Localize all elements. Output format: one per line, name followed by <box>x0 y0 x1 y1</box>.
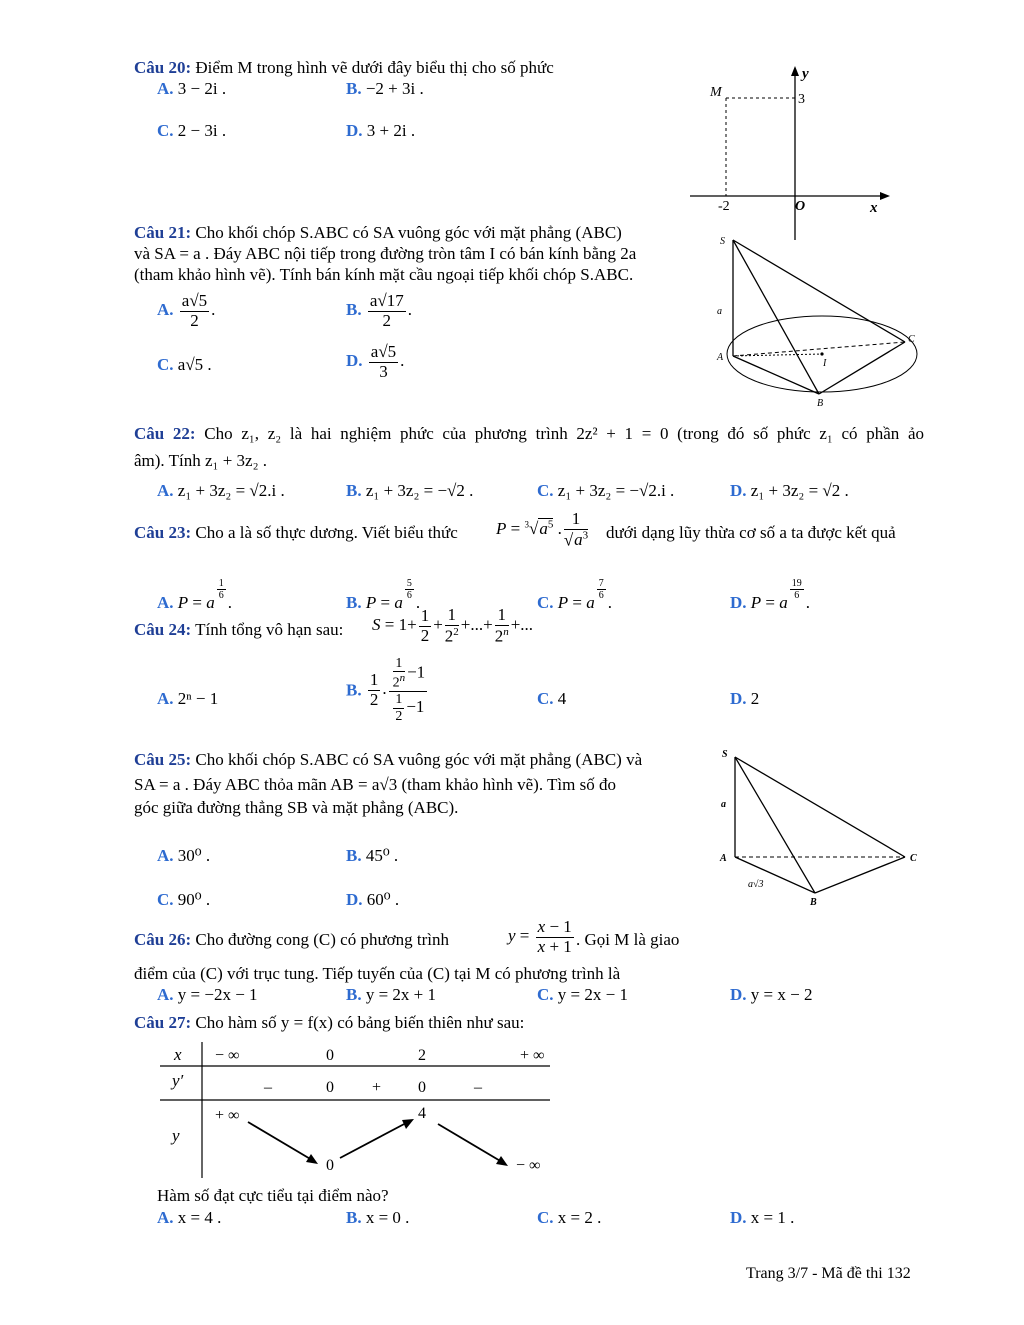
option-letter: A. <box>157 79 174 98</box>
x-value: − ∞ <box>215 1047 240 1064</box>
q27-stem <box>134 1013 524 1033</box>
option-text: z₁ + 3z₂ = −√2 . <box>365 481 474 500</box>
denominator: 2 <box>382 310 392 330</box>
label-s: S <box>720 236 725 247</box>
edge-bc <box>815 857 905 893</box>
option-letter: C. <box>537 689 554 708</box>
q22-line1 <box>134 424 924 444</box>
q23-fraction: $\frac{1}{√a^3}$ <box>563 509 589 550</box>
option-letter: A. <box>157 300 174 320</box>
q26-label: Câu 26: <box>134 930 192 949</box>
option-letter: B. <box>346 300 362 320</box>
option-text: x = 1 . <box>750 1208 795 1227</box>
arrowhead <box>402 1119 414 1129</box>
option-text: z₁ + 3z₂ = −√2.i . <box>557 481 675 500</box>
fraction <box>369 343 398 381</box>
q24-option-b[interactable]: B. $\frac{1}{2}$ . $\frac{1}{2^n}$ −1 $\frac{1}{2}$ −1 <box>346 656 426 724</box>
q23-expression: $P = ^3√a^5$ . $\frac{1}{√a^3}$ <box>496 509 589 550</box>
q22-label: Câu 22: <box>134 424 196 443</box>
edge-ac <box>733 342 905 356</box>
page-footer: Trang 3/7 - Mã đề thi 132 <box>746 1265 911 1282</box>
option-text: a√5 . <box>177 355 212 374</box>
q26-line2: điểm của (C) với trục tung. Tiếp tuyến của (C) tại M có phương trình là <box>134 964 621 983</box>
q20-stem <box>134 58 554 78</box>
numerator: a√17 <box>369 291 404 310</box>
q26-equation: y = $\frac{x - 1}{x + 1}$ <box>508 917 572 956</box>
q23-post: dưới dạng lũy thừa cơ số a ta được kết quả <box>606 523 896 542</box>
label-ab: a√3 <box>748 879 764 890</box>
option-letter: B. <box>346 481 362 500</box>
q21-line3: (tham khảo hình vẽ). Tính bán kính mặt cầu ngoại tiếp khối chóp S.ABC. <box>134 265 634 284</box>
q23-option-c[interactable]: C. P = a $\frac{7}{6}$ . <box>537 578 613 612</box>
q20-option-b[interactable] <box>346 79 424 99</box>
option-letter: C. <box>157 121 174 140</box>
point-m-label: M <box>710 85 722 100</box>
exp-num: 19 <box>791 578 802 589</box>
x-tick-label: -2 <box>718 199 730 214</box>
label-i: I <box>823 358 827 369</box>
option-letter: C. <box>537 593 554 612</box>
exp-num: 1 <box>218 578 224 589</box>
q23-option-b[interactable]: B. P = a $\frac{5}{6}$ . <box>346 578 421 612</box>
q25-line1 <box>134 750 642 770</box>
q20-option-a[interactable] <box>157 79 226 99</box>
y-value: 0 <box>326 1157 334 1174</box>
edge-sc <box>733 240 905 342</box>
q24-option-c[interactable] <box>537 689 566 709</box>
option-letter: C. <box>537 1208 554 1227</box>
q20-label: Câu 20: <box>134 58 192 77</box>
q20-option-d[interactable] <box>346 121 415 141</box>
center-point <box>820 352 823 355</box>
q27-option-d[interactable] <box>730 1208 794 1228</box>
option-text: 2ⁿ − 1 <box>177 689 219 708</box>
q20-option-c[interactable] <box>157 121 226 141</box>
label-s: S <box>722 749 728 760</box>
option-text: 45⁰ . <box>365 846 399 865</box>
option-letter: A. <box>157 846 174 865</box>
q25-option-b[interactable] <box>346 846 398 866</box>
option-text: y = 2x + 1 <box>365 985 437 1004</box>
edge-sb <box>735 757 815 893</box>
x-label: x <box>870 200 878 216</box>
q27-option-b[interactable] <box>346 1208 409 1228</box>
q24-option-a[interactable] <box>157 689 218 709</box>
q22-option-a[interactable] <box>157 481 285 501</box>
exp-num: 7 <box>598 578 604 589</box>
q21-line2: và SA = a . Đáy ABC nội tiếp trong đường tròn tâm I có bán kính bằng 2a <box>134 244 637 263</box>
option-text: x = 4 . <box>177 1208 222 1227</box>
option-letter: B. <box>346 846 362 865</box>
q23-label: Câu 23: <box>134 523 192 542</box>
origin-label: O <box>795 199 806 214</box>
q26-option-b[interactable] <box>346 985 436 1005</box>
x-axis-arrow <box>880 192 890 200</box>
option-text: 90⁰ . <box>177 890 211 909</box>
option-letter: D. <box>730 481 747 500</box>
q26-option-c[interactable] <box>537 985 628 1005</box>
radius <box>733 354 822 356</box>
option-text: 30⁰ . <box>177 846 211 865</box>
option-text: 3 + 2i . <box>366 121 416 140</box>
option-letter: D. <box>730 689 747 708</box>
q26-text-pre: Cho đường cong (C) có phương trình <box>195 930 450 949</box>
fraction <box>180 292 209 330</box>
q22-option-b[interactable] <box>346 481 473 501</box>
denominator: 3 <box>379 361 388 381</box>
option-text: x = 0 . <box>365 1208 410 1227</box>
option-letter: B. <box>346 680 362 700</box>
option-letter: D. <box>730 985 747 1004</box>
q27-option-a[interactable] <box>157 1208 221 1228</box>
x-value: + ∞ <box>520 1047 545 1064</box>
edge-sb <box>733 240 819 394</box>
label-a-side: a <box>717 306 722 317</box>
q26-option-d[interactable] <box>730 985 812 1005</box>
option-text: 2 <box>750 689 760 708</box>
q21-line1 <box>134 223 622 243</box>
q24-text: Tính tổng vô hạn sau: <box>195 620 344 639</box>
q22-line2: âm). Tính z₁ + 3z₂ . <box>134 451 268 470</box>
q26-line1 <box>134 930 449 950</box>
option-text: 3 − 2i . <box>177 79 227 98</box>
q27-question: Hàm số đạt cực tiểu tại điểm nào? <box>157 1186 389 1205</box>
q27-option-c[interactable] <box>537 1208 601 1228</box>
x-value: 2 <box>418 1047 426 1064</box>
q26-text-post: . Gọi M là giao <box>576 930 680 949</box>
option-text: z₁ + 3z₂ = √2.i . <box>177 481 285 500</box>
option-letter: D. <box>346 351 363 371</box>
label-a-side: a <box>721 799 726 810</box>
row-yp-label: y′ <box>172 1071 184 1090</box>
q25-option-d[interactable] <box>346 890 399 910</box>
edge-bc <box>819 342 905 394</box>
yp-sign: – <box>264 1079 272 1096</box>
option-letter: C. <box>537 481 554 500</box>
option-letter: B. <box>346 79 362 98</box>
option-text: 60⁰ . <box>366 890 400 909</box>
fraction <box>368 292 406 330</box>
option-letter: B. <box>346 593 362 612</box>
q21-option-b[interactable]: B. $\frac{a√17}{2}$ . <box>346 291 412 330</box>
option-text: −2 + 3i . <box>365 79 424 98</box>
option-text: 4 <box>557 689 567 708</box>
q23-pre: Cho a là số thực dương. Viết biểu thức <box>195 523 458 542</box>
q24-option-d[interactable] <box>730 689 759 709</box>
q26-option-a[interactable] <box>157 985 258 1005</box>
q23-option-d[interactable]: D. P = a $\frac{19}{6}$ . <box>730 578 811 612</box>
y-value: − ∞ <box>516 1157 541 1174</box>
option-letter: A. <box>157 985 174 1004</box>
exp-den: 6 <box>794 590 800 601</box>
q21-option-a[interactable]: A. $\frac{a√5}{2}$ . <box>157 291 216 330</box>
numerator: a√5 <box>370 342 397 361</box>
q20-text: Điểm M trong hình vẽ dưới đây biểu thị cho số phức <box>195 58 554 77</box>
option-letter: C. <box>537 985 554 1004</box>
q21-figure <box>705 232 925 412</box>
q27-label: Câu 27: <box>134 1013 192 1032</box>
q22-option-d[interactable] <box>730 481 849 501</box>
q27-variation-table <box>160 1040 560 1182</box>
edge-ab <box>735 857 815 893</box>
q25-label: Câu 25: <box>134 750 192 769</box>
exp-den: 6 <box>218 590 224 601</box>
option-text: y = x − 2 <box>750 985 813 1004</box>
label-b: B <box>817 398 824 409</box>
option-letter: D. <box>346 121 363 140</box>
y-value: 4 <box>418 1105 426 1122</box>
label-a: A <box>720 853 727 864</box>
y-label: y <box>802 66 809 82</box>
yp-sign: + <box>372 1079 382 1096</box>
numerator: a√5 <box>181 291 208 310</box>
option-letter: B. <box>346 985 362 1004</box>
q21-label: Câu 21: <box>134 223 192 242</box>
option-letter: A. <box>157 1208 174 1227</box>
q25-text1: Cho khối chóp S.ABC có SA vuông góc với mặt phẳng (ABC) và <box>195 750 643 769</box>
q25-option-c[interactable] <box>157 890 210 910</box>
y-value: + ∞ <box>215 1107 240 1124</box>
q21-text1: Cho khối chóp S.ABC có SA vuông góc với mặt phẳng (ABC) <box>195 223 622 242</box>
arrow-up <box>340 1122 408 1158</box>
yp-sign: – <box>474 1079 482 1096</box>
denominator: 2 <box>190 310 199 330</box>
yp-value: 0 <box>418 1079 426 1096</box>
q23-stem <box>134 523 458 543</box>
option-letter: A. <box>157 593 174 612</box>
q25-figure <box>712 745 932 910</box>
q21-option-d[interactable]: D. $\frac{a√5}{3}$ . <box>346 342 405 381</box>
exp-num: 5 <box>406 578 412 589</box>
label-a: A <box>717 352 724 363</box>
row-y-label: y <box>172 1126 180 1145</box>
arrow-down-2 <box>438 1124 502 1162</box>
x-value: 0 <box>326 1047 334 1064</box>
option-text: 2 − 3i . <box>177 121 227 140</box>
label-b: B <box>810 897 817 908</box>
q25-line2: SA = a . Đáy ABC thỏa mãn AB = a√3 (tham khảo hình vẽ). Tìm số đo <box>134 775 616 794</box>
arrowhead <box>496 1156 508 1166</box>
label-c: C <box>910 853 917 864</box>
option-text: z₁ + 3z₂ = √2 . <box>750 481 849 500</box>
q27-text: Cho hàm số y = f(x) có bảng biến thiên như sau: <box>195 1013 525 1032</box>
arrowhead <box>306 1154 318 1164</box>
edge-ab <box>733 356 819 394</box>
exp-den: 6 <box>598 590 604 601</box>
q20-figure <box>680 60 900 240</box>
option-letter: B. <box>346 1208 362 1227</box>
q24-label: Câu 24: <box>134 620 192 639</box>
q21-option-c[interactable] <box>157 355 212 375</box>
q24-series: S = 1+ $\frac{1}{2}$ + $\frac{1}{2^2}$ +...+ $\frac{1}{2^n}$ +... <box>372 605 534 646</box>
option-text: y = 2x − 1 <box>557 985 628 1004</box>
exp-den: 6 <box>406 590 412 601</box>
row-x-label: x <box>174 1045 182 1064</box>
q25-line3: góc giữa đường thẳng SB và mặt phẳng (ABC). <box>134 798 459 817</box>
q22-text1: Cho z₁, z₂ là hai nghiệm phức của phương trình 2z² + 1 = 0 (trong đó số phức z₁ có phần ảo <box>204 424 925 443</box>
option-letter: D. <box>346 890 363 909</box>
option-letter: A. <box>157 481 174 500</box>
edge-sc <box>735 757 905 857</box>
option-letter: D. <box>730 593 747 612</box>
option-text: y = −2x − 1 <box>177 985 258 1004</box>
yp-value: 0 <box>326 1079 334 1096</box>
option-letter: C. <box>157 890 174 909</box>
y-tick-label: 3 <box>798 92 805 107</box>
q24-stem <box>134 620 343 640</box>
q23-option-a[interactable]: A. P = a $\frac{1}{6}$ . <box>157 578 233 612</box>
option-letter: A. <box>157 689 174 708</box>
label-c: C <box>908 334 915 345</box>
q25-option-a[interactable] <box>157 846 210 866</box>
option-letter: D. <box>730 1208 747 1227</box>
option-letter: C. <box>157 355 174 374</box>
arrow-down-1 <box>248 1122 312 1160</box>
y-axis-arrow <box>791 66 799 76</box>
option-text: x = 2 . <box>557 1208 602 1227</box>
q22-option-c[interactable] <box>537 481 674 501</box>
